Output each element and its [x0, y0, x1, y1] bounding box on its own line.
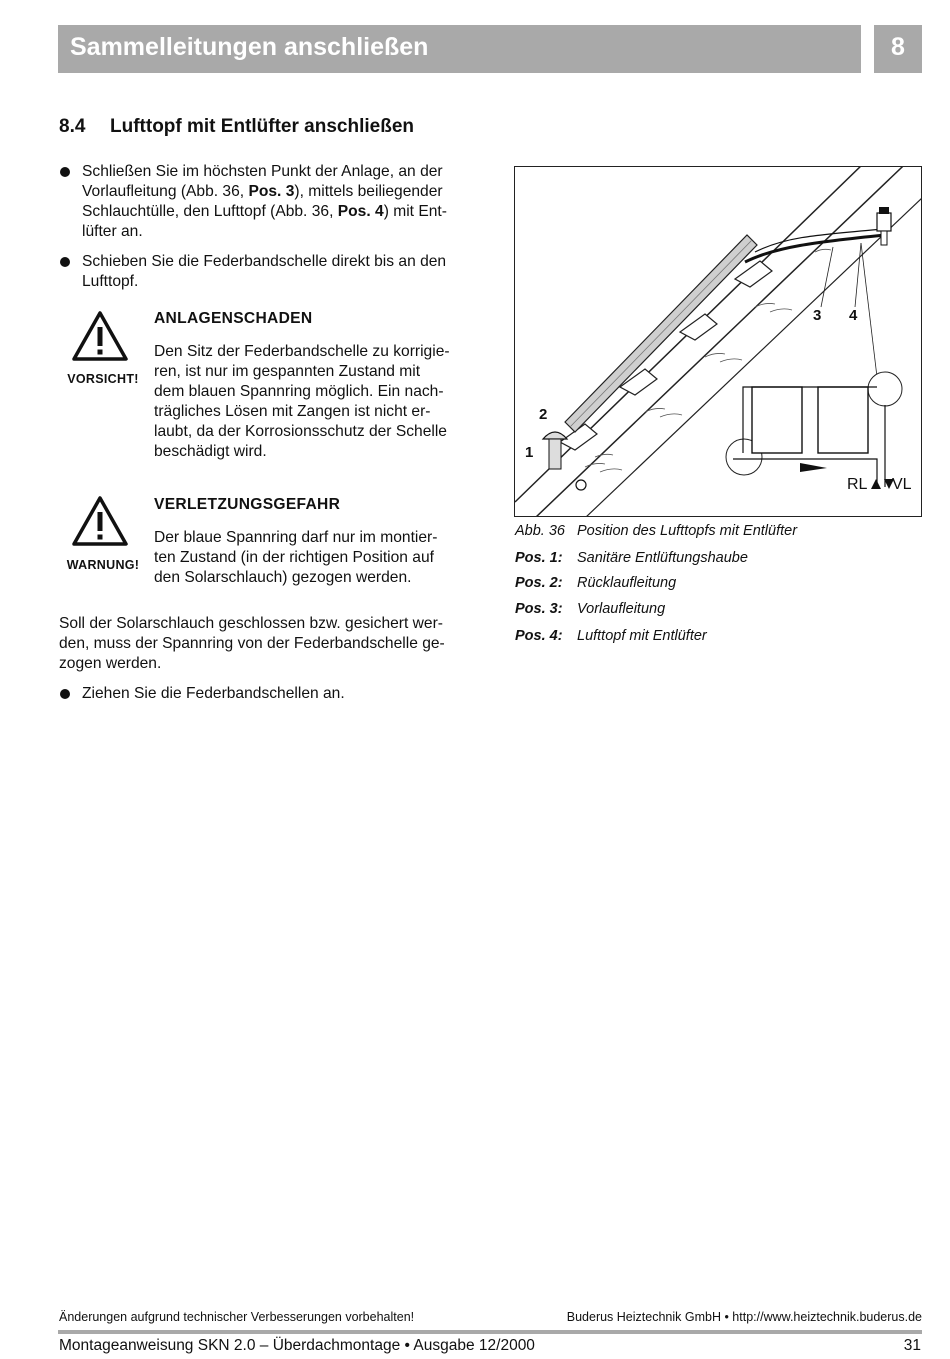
- caution-text: [154, 342, 474, 462]
- figure-label-4: 4: [849, 307, 858, 324]
- warning-signal-word: WARNUNG!: [66, 558, 140, 572]
- figure-label-3: 3: [813, 307, 822, 324]
- legend-text: Rücklaufleitung: [577, 575, 677, 591]
- bullet-1-text: [82, 162, 482, 242]
- bullet-3-text: Ziehen Sie die Federbandschellen an.: [82, 685, 345, 702]
- footer-document-title: Montageanweisung SKN 2.0 – Überdachmontage • Ausgabe 12/2000: [59, 1337, 535, 1354]
- bullet-1-line-2: Vorlaufleitung (Abb. 36, Pos. 3), mittels beiliegender: [82, 183, 443, 200]
- warning-line: den Solarschlauch) gezogen werden.: [154, 569, 412, 586]
- figure-label-vl: VL: [892, 476, 912, 493]
- page-number: 31: [903, 1337, 921, 1354]
- chapter-number: 8: [891, 33, 905, 61]
- legend-key: Pos. 3:: [515, 601, 563, 617]
- caution-signal-word: VORSICHT!: [67, 372, 139, 386]
- caution-line: beschädigt wird.: [154, 443, 267, 460]
- paragraph-line: Soll der Solarschlauch geschlossen bzw. gesichert wer-: [59, 615, 443, 632]
- warning-line: Der blaue Spannring darf nur im montier-: [154, 529, 438, 546]
- legend-text: Vorlaufleitung: [577, 601, 666, 617]
- bullet-2-line-2: Lufttopf.: [82, 273, 139, 290]
- figure-label-1: 1: [525, 444, 534, 461]
- warning-text: [154, 528, 474, 588]
- caution-line: dem blauen Spannring möglich. Ein nach-: [154, 383, 444, 400]
- figure-36: [514, 166, 922, 517]
- legend-key: Pos. 4:: [515, 628, 563, 644]
- info-paragraph: [59, 614, 479, 674]
- section-title: Lufttopf mit Entlüfter anschließen: [110, 116, 414, 137]
- roof-installation-diagram: [515, 167, 922, 517]
- caution-line: laubt, da der Korrosionsschutz der Schelle: [154, 423, 447, 440]
- caution-line: Den Sitz der Federbandschelle zu korrigie-: [154, 343, 450, 360]
- bullet-1-line-3: Schlauchtülle, den Lufttopf (Abb. 36, Pos. 4) mit Ent-: [82, 203, 447, 220]
- warning-triangle-icon: [71, 310, 129, 362]
- bullet-dot: [60, 257, 70, 267]
- footer-company: Buderus Heiztechnik GmbH • http://www.heiztechnik.buderus.de: [566, 1310, 922, 1324]
- warning-heading: VERLETZUNGSGEFAHR: [154, 496, 341, 513]
- paragraph-line: zogen werden.: [59, 655, 162, 672]
- caution-line: ren, ist nur im gespannten Zustand mit: [154, 363, 421, 380]
- caution-heading: ANLAGENSCHADEN: [154, 310, 313, 327]
- legend-key: Pos. 2:: [515, 575, 563, 591]
- warning-triangle-icon: [71, 495, 129, 547]
- bullet-2-line-1: Schieben Sie die Federbandschelle direkt bis an den: [82, 253, 447, 270]
- paragraph-line: den, muss der Spannring von der Federbandschelle ge-: [59, 635, 445, 652]
- bullet-dot: [60, 689, 70, 699]
- legend-text: Lufttopf mit Entlüfter: [577, 628, 707, 644]
- bullet-1-line-4: lüfter an.: [82, 223, 143, 240]
- footer-disclaimer: Änderungen aufgrund technischer Verbesserungen vorbehalten!: [59, 1310, 415, 1324]
- bullet-1-line-1: Schließen Sie im höchsten Punkt der Anlage, an der: [82, 163, 443, 180]
- legend-key: Pos. 1:: [515, 550, 563, 566]
- figure-caption-text: Position des Lufttopfs mit Entlüfter: [577, 523, 798, 539]
- bullet-dot: [60, 167, 70, 177]
- chapter-header-bar: [58, 25, 861, 73]
- footer-rule: [58, 1330, 922, 1334]
- figure-caption-key: Abb. 36: [515, 523, 565, 539]
- bullet-2-text: [82, 252, 482, 292]
- section-number: 8.4: [59, 116, 86, 137]
- figure-label-2: 2: [539, 406, 548, 423]
- warning-line: ten Zustand (in der richtigen Position auf: [154, 549, 434, 566]
- chapter-title: Sammelleitungen anschließen: [70, 33, 429, 61]
- legend-text: Sanitäre Entlüftungshaube: [577, 550, 748, 566]
- caution-line: trägliches Lösen mit Zangen ist nicht er-: [154, 403, 431, 420]
- figure-label-rl: RL: [847, 476, 868, 493]
- chapter-number-box: [874, 25, 922, 73]
